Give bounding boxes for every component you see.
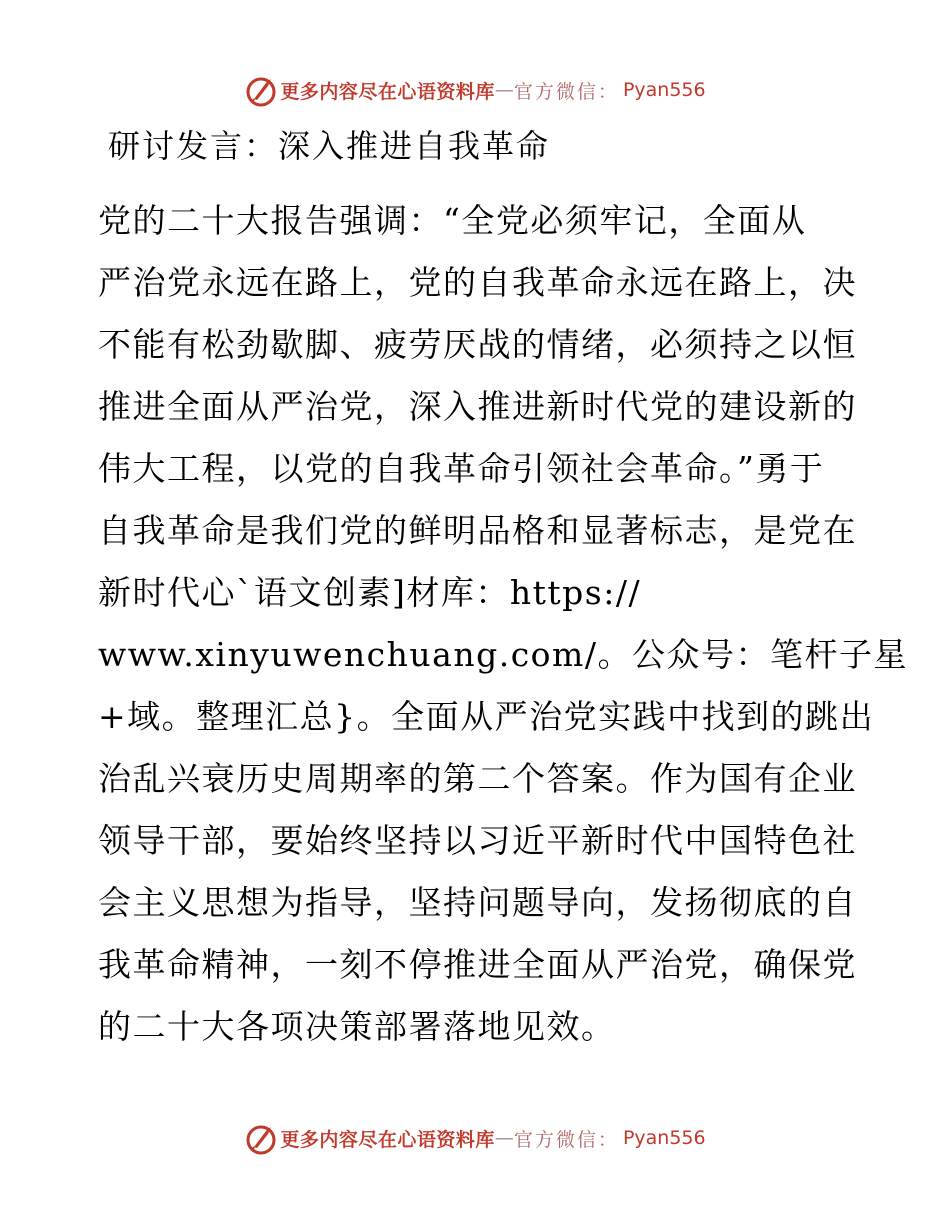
body-line: 不能有松劲歇脚、疲劳厌战的情绪，必须持之以恒 [98,325,857,364]
body-line: 推进全面从严治党，深入推进新时代党的建设新的 [98,387,857,426]
body-line: 严治党永远在路上，党的自我革命永远在路上，决 [98,263,857,302]
watermark-label: 官方微信： [513,80,619,103]
document-body [98,190,908,1058]
body-line: 领导干部，要始终坚持以习近平新时代中国特色社 [98,821,857,860]
body-line: 会主义思想为指导，坚持问题导向，发扬彻底的自 [98,883,857,922]
quill-logo-icon [244,1121,278,1155]
body-line: +域。整理汇总}。全面从严治党实践中找到的跳出 [98,697,875,736]
body-line: 新时代心`语文创素]材库：https:// [98,573,642,612]
body-line: 我革命精神，一刻不停推进全面从严治党，确保党 [98,945,857,984]
body-line: www.xinyuwenchuang.com/。公众号：笔杆子星 [98,635,908,674]
header-watermark [0,72,950,108]
body-line: 治乱兴衰历史周期率的第二个答案。作为国有企业 [98,759,857,798]
watermark-dash: — [494,79,514,101]
watermark-label: 官方微信： [513,1128,619,1151]
watermark-wechat-id: Pyan556 [622,1127,706,1149]
body-line: 伟大工程，以党的自我革命引领社会革命。”勇于 [98,449,825,488]
document-title: 研讨发言：深入推进自我革命 [108,127,551,165]
body-line: 自我革命是我们党的鲜明品格和显著标志，是党在 [98,511,857,550]
quill-logo-icon [244,73,278,107]
footer-watermark [0,1120,950,1156]
watermark-main-text: 更多内容尽在心语资料库 [280,80,495,103]
body-line: 党的二十大报告强调：“全党必须牢记，全面从 [98,201,807,240]
watermark-main-text: 更多内容尽在心语资料库 [280,1128,495,1151]
body-line: 的二十大各项决策部署落地见效。 [98,1007,616,1046]
watermark-dash: — [494,1127,514,1149]
watermark-wechat-id: Pyan556 [622,79,706,101]
